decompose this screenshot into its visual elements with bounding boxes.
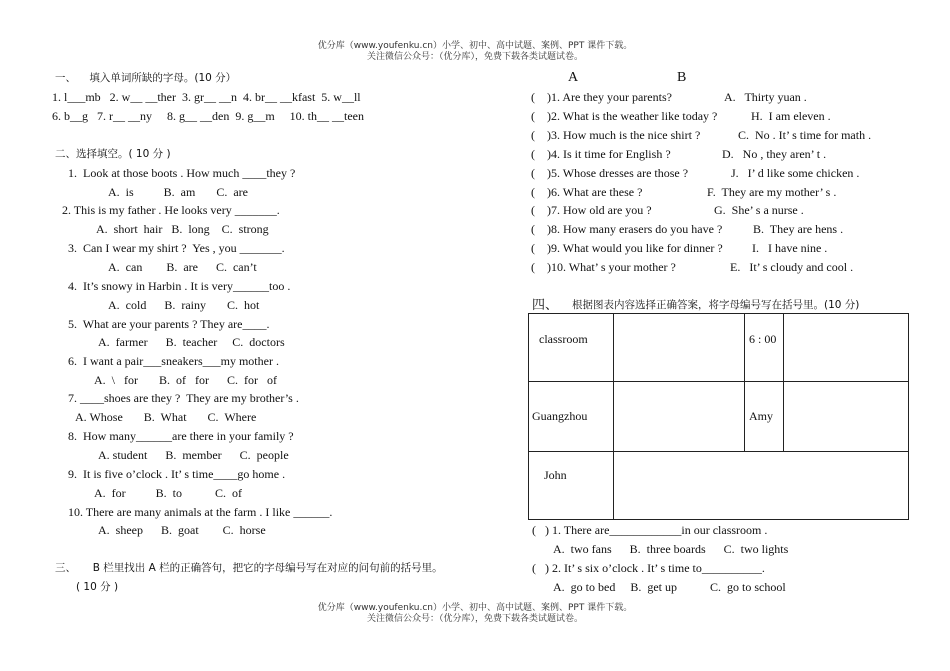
question: 4. It’s snowy in Harbin . It is very______too .	[68, 279, 291, 293]
picture-cell	[784, 382, 909, 452]
question: ( ) 2. It’ s six o’clock . It’ s time to__________.	[532, 561, 765, 575]
section1-title: 一、 填入单词所缺的字母。(10 分）	[55, 72, 237, 84]
match-answer: I. I have nine .	[752, 241, 828, 255]
match-question: ( )3. How much is the nice shirt ?	[531, 128, 701, 142]
match-answer: H. I am eleven .	[751, 109, 831, 123]
section1-row-1: 1. l___mb 2. w__ __ther 3. gr__ __n 4. br__ __kfast 5. w__ll	[52, 90, 361, 104]
match-answer: G. She’ s a nurse .	[714, 203, 804, 217]
question: 10. There are many animals at the farm . I like ______.	[68, 505, 333, 519]
picture-cell	[614, 382, 745, 452]
match-question: ( )1. Are they your parents?	[531, 90, 672, 104]
cell-amy: Amy	[745, 382, 784, 452]
question: 9. It is five o’clock . It’ s time____go home .	[68, 467, 286, 481]
footer-line-2: 关注微信公众号：（优分库），免费下载各类试题试卷。	[366, 614, 583, 624]
options: A. sheep B. goat C. horse	[98, 523, 266, 537]
question: 8. How many______are there in your family ?	[68, 429, 294, 443]
options: A. two fans B. three boards C. two lights	[553, 542, 789, 556]
options: A. can B. are C. can’t	[108, 260, 257, 274]
match-answer: J. I’ d like some chicken .	[731, 166, 860, 180]
match-answer: F. They are my mother’ s .	[707, 185, 837, 199]
options: A. short hair B. long C. strong	[96, 222, 269, 236]
section3-title: 三、 B 栏里找出 A 栏的正确答句，把它的字母编号写在对应的问句前的括号里。	[55, 562, 443, 574]
picture-cell	[784, 314, 909, 382]
picture-cell	[614, 452, 909, 520]
section1-row-2: 6. b__g 7. r__ __ny 8. g__ __den 9. g__m 10. th__ __teen	[52, 109, 364, 123]
cell-time: 6 : 00	[745, 314, 784, 382]
column-b-heading: B	[677, 70, 687, 85]
header-line-2: 关注微信公众号：（优分库），免费下载各类试题试卷。	[366, 52, 583, 62]
picture-table	[528, 313, 909, 520]
question: 5. What are your parents ? They are____.	[68, 317, 270, 331]
options: A. go to bed B. get up C. go to school	[553, 580, 786, 594]
options: A. Whose B. What C. Where	[75, 410, 257, 424]
section4-title: 四、	[532, 297, 559, 312]
match-answer: A. Thirty yuan .	[724, 90, 807, 104]
section2-title: 二、选择填空。( 10 分 )	[55, 148, 171, 160]
match-answer: B. They are hens .	[753, 222, 844, 236]
match-answer: C. No . It’ s time for math .	[738, 128, 872, 142]
match-question: ( )6. What are these ?	[531, 185, 643, 199]
question: 7. ____shoes are they ? They are my brother’s .	[68, 391, 299, 405]
match-question: ( )10. What’ s your mother ?	[531, 260, 676, 274]
match-answer: E. It’ s cloudy and cool .	[730, 260, 854, 274]
cell-john: John	[529, 452, 614, 520]
question: 3. Can I wear my shirt ? Yes , you _______.	[68, 241, 285, 255]
question: ( ) 1. There are____________in our classroom .	[532, 523, 768, 537]
match-question: ( )7. How old are you ?	[531, 203, 652, 217]
match-question: ( )8. How many erasers do you have ?	[531, 222, 723, 236]
picture-cell	[614, 314, 745, 382]
question: 6. I want a pair___sneakers___my mother .	[68, 354, 279, 368]
match-question: ( )4. Is it time for English ?	[531, 147, 671, 161]
cell-classroom: classroom	[529, 314, 614, 382]
section3-score: ( 10 分 )	[76, 581, 119, 593]
options: A. for B. to C. of	[94, 486, 242, 500]
match-question: ( )9. What would you like for dinner ?	[531, 241, 723, 255]
section4-instructions: 根据图表内容选择正确答案，将字母编号写在括号里。(10 分)	[572, 299, 860, 311]
match-question: ( )5. Whose dresses are those ?	[531, 166, 689, 180]
question: 2. This is my father . He looks very _______.	[62, 203, 280, 217]
options: A. student B. member C. people	[98, 448, 289, 462]
column-a-heading: A	[568, 70, 579, 85]
options: A. \ for B. of for C. for of	[94, 373, 277, 387]
header-line-1: 优分库（www.youfenku.cn）小学、初中、高中试题、案例、PPT 课件下载。	[317, 41, 633, 51]
match-question: ( )2. What is the weather like today ?	[531, 109, 718, 123]
options: A. is B. am C. are	[108, 185, 248, 199]
cell-guangzhou: Guangzhou	[529, 382, 614, 452]
footer-line-1: 优分库（www.youfenku.cn）小学、初中、高中试题、案例、PPT 课件下载。	[317, 603, 633, 613]
options: A. farmer B. teacher C. doctors	[98, 335, 285, 349]
question: 1. Look at those boots . How much ____they ?	[68, 166, 296, 180]
match-answer: D. No , they aren’ t .	[722, 147, 827, 161]
options: A. cold B. rainy C. hot	[108, 298, 260, 312]
